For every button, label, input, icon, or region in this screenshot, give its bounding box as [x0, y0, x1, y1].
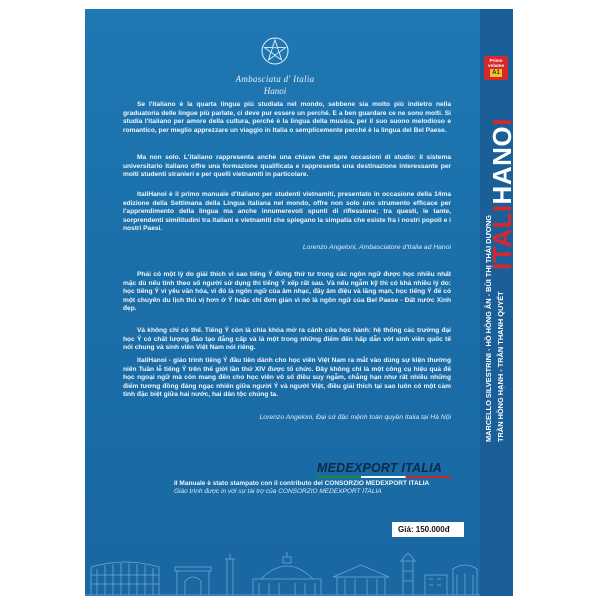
rome-skyline-illustration [85, 549, 513, 596]
volume-badge-text: Primo volume [487, 58, 505, 68]
spine-title: ITALIHANOI [487, 118, 517, 270]
vietnamese-paragraph-1: Phải có một lý do giải thích vì sao tiếng Ý đứng thứ tư trong các ngôn ngữ được học nhiều nhất mặc dù nếu tính theo số người sử dụng thì tiếng Ý xếp rất sau. Và nếu ngẫm kỹ thì có khá nhiều lý do: học tiếng Ý vì yêu văn hóa, vì đó là ngôn ngữ của âm nhạc, đầy âm điệu và lãng mạn, học tiếng Ý để có một chuyến du lịch thú vị hơn ở Ý hoặc chỉ đơn giản vì nó là ngôn ngữ của Bel Paese - Đất nước Xinh đẹp. [123, 271, 451, 313]
vietnamese-paragraph-2: Và không chỉ có thế. Tiếng Ý còn là chìa khóa mở ra cánh cửa học hành: hệ thống các trường đại học Ý có chất lượng đào tạo đẳng cấp và là một trong những điểm đến hấp dẫn với sinh viên quốc tế nói chung và sinh viên Việt Nam nói riêng. [123, 327, 451, 352]
embassy-name: Ambasciata d' Italia [235, 74, 315, 84]
embassy-city: Hanoi [263, 86, 287, 96]
spine-authors-line-2: TRẦN HỒNG HẠNH - TRẦN THANH QUYẾT [496, 291, 505, 442]
sponsor-credit-italian: Il Manuale è stato stampato con il contributo del CONSORZIO MEDEXPORT ITALIA [174, 480, 430, 487]
italian-paragraph-1: Se l'italiano è la quarta lingua più studiata nel mondo, sebbene sia molto più indietro nella graduatoria delle lingue più parlate, ci deve pur essere un perché. E a ben guardare ce ne sono molti. Si studia l'italiano per amore della cultura, perché è la lingua della musica, per il suo suono melodioso e romantico, per meglio apprezzare un viaggio in Italia o semplicemente perché è la lingua del Bel Paese. [123, 101, 451, 134]
price-label: Giá: 150.000đ [392, 522, 464, 537]
spine-authors-line-1: MARCELLO SILVESTRINI - HỒ HỒNG ÂN - BÙI THỊ THÁI DƯƠNG [484, 214, 493, 442]
italian-signature: Lorenzo Angeloni, Ambasciatore d'Italia ad Hanoi [302, 244, 451, 251]
back-cover [85, 9, 513, 596]
vietnamese-paragraph-3: ItaliHanoi - giáo trình tiếng Ý đầu tiên dành cho học viên Việt Nam ra mắt vào dùng sự kiện thường niên Tuần lễ tiếng Ý trên thế giới lần thứ XIV được tổ chức. Đây không chỉ là một công cụ hiệu quả để học ngoại ngữ mà còn mang đến cho học viên vô số điều suy ngẫm, chẳng hạn như rất nhiều những điểm tương đồng đáng ngạc nhiên giữa người Ý và người Việt, điều giải thích tại sao luôn có một cảm tình đặc biệt giữa hai nước, hai dân tộc chúng ta. [123, 357, 451, 399]
italian-paragraph-2: Ma non solo. L'italiano rappresenta anche una chiave che apre occasioni di studio: il sistema universitario italiano offre una formazione qualificata e rappresenta una destinazione interessante per molti studenti stranieri e per quelli vietnamiti in particolare. [123, 154, 451, 179]
volume-badge [484, 56, 508, 80]
medexport-logo-text: MEDEXPORT ITALIA [317, 461, 442, 475]
italian-republic-emblem-icon [260, 36, 290, 66]
tricolor-bar [317, 476, 451, 478]
sponsor-credit-vietnamese: Giáo trình được in với sự tài trợ của CONSORZIO MEDEXPORT ITALIA [174, 488, 382, 495]
italian-paragraph-3: ItaliHanoi è il primo manuale d'italiano per studenti vietnamiti, presentato in occasione della 14ma edizione della Settimana della Lingua italiana nel mondo, offre non solo uno strumento efficace per l'apprendimento della lingua ma anche innumerevoli spunti di riflessione; tra questi, le tante, sorprendenti similitudini tra italiani e vietnamiti che spiegano la simpatia che esiste fra i nostri popoli e i nostri Paesi. [123, 191, 451, 233]
vietnamese-signature: Lorenzo Angeloni, Đại sứ đặc mệnh toàn quyền Italia tại Hà Nội [259, 414, 451, 421]
medexport-logo [317, 461, 451, 479]
level-badge: A1 [490, 69, 502, 77]
